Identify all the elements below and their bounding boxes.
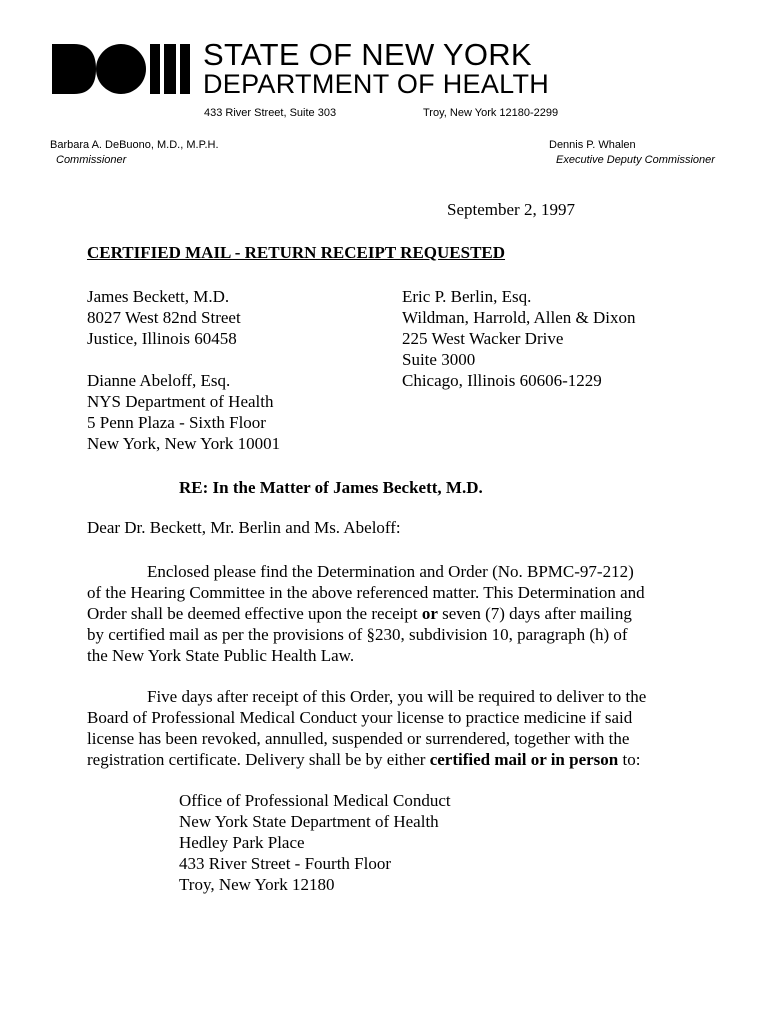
body-paragraph-2 — [87, 686, 647, 770]
address-line: 8027 West 82nd Street — [87, 308, 241, 327]
para2-text-a: Five days after receipt of this Order, you will be required to deliver to the Board of Professional Medical Conduct your license to practice medicine if said license has been revoked, annulled, suspended or surrendered, together with the registration certificate. Delivery shall be by either — [87, 687, 647, 769]
address-line: New York State Department of Health — [179, 812, 439, 831]
address-line: New York, New York 10001 — [87, 434, 281, 453]
salutation: Dear Dr. Beckett, Mr. Berlin and Ms. Abeloff: — [87, 518, 401, 537]
letterhead-city: Troy, New York 12180-2299 — [423, 107, 559, 119]
doh-logo — [52, 44, 190, 94]
address-line: Eric P. Berlin, Esq. — [402, 287, 532, 306]
address-line: NYS Department of Health — [87, 392, 274, 411]
para1-emphasis: or — [421, 604, 438, 623]
recipient-address-abeloff — [87, 370, 280, 454]
department-name: DEPARTMENT OF HEALTH — [203, 69, 550, 99]
recipient-address-berlin — [402, 286, 636, 391]
body-paragraph-1 — [87, 561, 647, 666]
delivery-method: CERTIFIED MAIL - RETURN RECEIPT REQUESTED — [87, 243, 506, 262]
address-line: Justice, Illinois 60458 — [87, 329, 237, 348]
subject-line: RE: In the Matter of James Beckett, M.D. — [179, 478, 483, 497]
para1-text-a: Enclosed please find the Determination and Order (No. BPMC-97-212) of the Hearing Committee in the above referenced matter. This Determination and Order shall be deemed effective upon the receipt — [87, 562, 645, 623]
address-line: Chicago, Illinois 60606-1229 — [402, 371, 602, 390]
para2-text-c: to: — [618, 750, 641, 769]
address-line: Hedley Park Place — [179, 833, 305, 852]
address-line: Wildman, Harrold, Allen & Dixon — [402, 308, 636, 327]
address-line: Troy, New York 12180 — [179, 875, 335, 894]
address-line: 433 River Street - Fourth Floor — [179, 854, 392, 873]
address-line: Office of Professional Medical Conduct — [179, 791, 451, 810]
deputy-title: Executive Deputy Commissioner — [556, 154, 715, 166]
para2-emphasis: certified mail or in person — [429, 750, 619, 769]
address-line: Suite 3000 — [402, 350, 476, 369]
commissioner-name: Barbara A. DeBuono, M.D., M.P.H. — [50, 139, 219, 151]
delivery-address — [179, 790, 451, 895]
address-line: 5 Penn Plaza - Sixth Floor — [87, 413, 266, 432]
para1-text-c: seven (7) days after mailing by certified mail as per the provisions of §230, subdivision 10, paragraph (h) of the New York State Public Health Law. — [87, 604, 632, 665]
commissioner-block — [50, 138, 219, 168]
address-line: 225 West Wacker Drive — [402, 329, 564, 348]
recipient-address-beckett — [87, 286, 241, 349]
commissioner-title: Commissioner — [56, 154, 127, 166]
letter-date: September 2, 1997 — [447, 200, 575, 219]
address-line: Dianne Abeloff, Esq. — [87, 371, 231, 390]
deputy-block — [549, 138, 715, 168]
deputy-name: Dennis P. Whalen — [549, 139, 636, 151]
letterhead-street: 433 River Street, Suite 303 — [204, 107, 337, 119]
address-line: James Beckett, M.D. — [87, 287, 230, 306]
state-name: STATE OF NEW YORK — [203, 37, 532, 72]
